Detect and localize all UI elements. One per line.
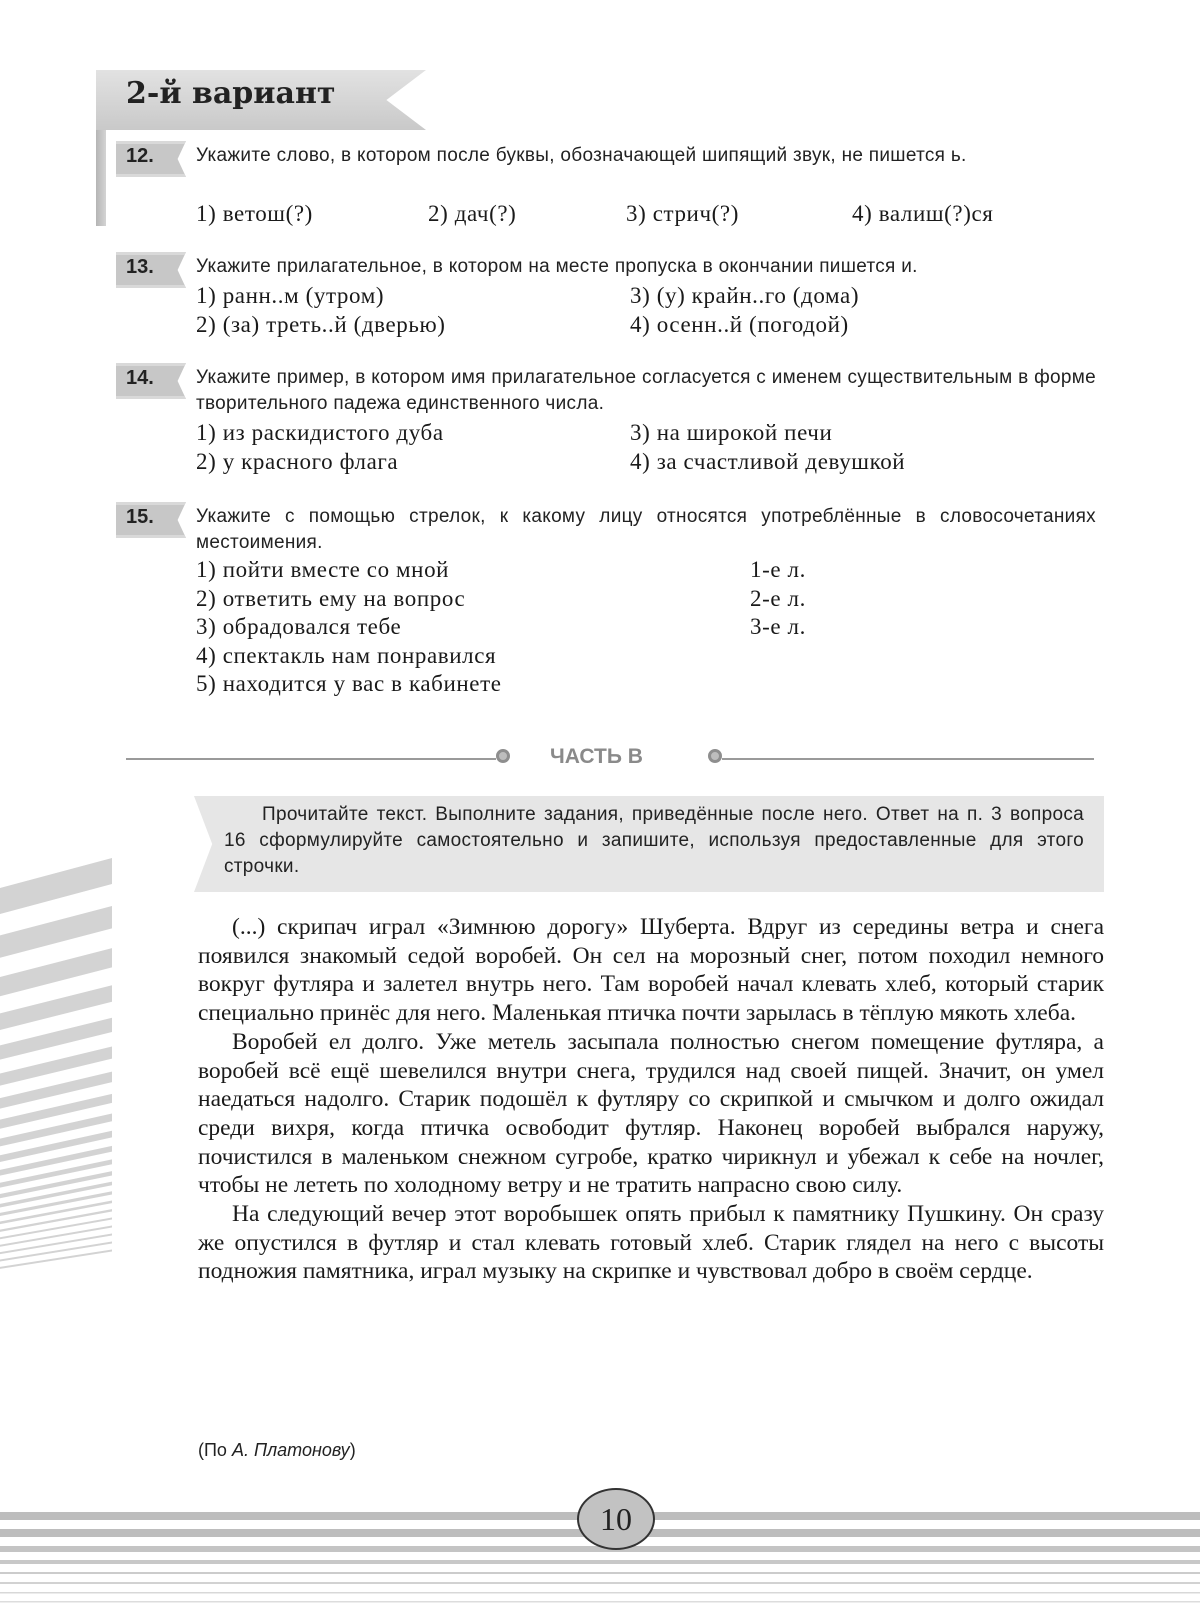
footer-stripe (0, 1582, 1200, 1584)
question-text: Укажите слово, в котором после буквы, обозначающей шипящий звук, не пишется ь. (196, 145, 967, 166)
passage-paragraph: На следующий вечер этот воробышек опять прибыл к памятнику Пушкину. Он сразу же опустился в футляр и стал клевать готовый хлеб. Старик глядел на него с высоты подножия памятника, играл музыку на скрипке и чувствовал добро в своём сердце. (198, 1201, 1104, 1285)
answer-option[interactable]: 3) стрич(?) (626, 201, 739, 226)
passage-source (198, 1440, 356, 1461)
footer-stripe (0, 1601, 1200, 1603)
answer-option[interactable]: 4) осенн..й (погодой) (630, 312, 849, 337)
answer-option[interactable]: 3) (у) крайн..го (дома) (630, 283, 860, 308)
phrase-item[interactable]: 3) обрадовался тебе (196, 614, 402, 639)
answer-option[interactable]: 2) (за) треть..й (дверью) (196, 312, 446, 337)
divider-line-left (126, 758, 496, 760)
source-prefix: (По (198, 1440, 232, 1460)
left-stripe (0, 906, 112, 958)
question-text: Укажите пример, в котором имя прилагательное согласуется с именем существительным в форме творительного падежа единственного числа. (196, 367, 1096, 414)
footer-stripe (0, 1592, 1200, 1594)
divider-dot-left (496, 749, 510, 763)
instruction-text (224, 802, 1084, 880)
variant-title: 2-й вариант (126, 76, 336, 111)
instruction-text-content: Прочитайте текст. Выполните задания, приведённые после него. Ответ на п. 3 вопроса 16 сформулируйте самостоятельно и запишите, используя предоставленные для этого строчки. (224, 804, 1084, 877)
source-author: А. Платонову (231, 1440, 350, 1460)
answer-option[interactable]: 4) валиш(?)ся (852, 201, 994, 226)
phrase-item[interactable]: 4) спектакль нам понравился (196, 642, 497, 668)
answer-option[interactable]: 1) ранн..м (утром) (196, 283, 385, 308)
footer-stripe (0, 1572, 1200, 1574)
decorative-stripes-left (0, 858, 112, 1418)
answer-option[interactable]: 2) у красного флага (196, 449, 399, 474)
question-number: 12. (126, 145, 154, 167)
answer-option[interactable]: 4) за счастливой девушкой (630, 449, 906, 474)
left-stripe (0, 858, 112, 914)
passage-paragraph: (...) скрипач играл «Зимнюю дорогу» Шуберта. Вдруг из середины ветра и снега появился знакомый седой воробей. Он сел на морозный снег, потом походил немного вокруг футляра и залетел внутрь него. Там воробей начал клевать хлеб, который старик специально принёс для него. Маленькая птичка почти зарылась в тёплую мякоть хлеба. (198, 914, 1104, 1027)
source-suffix: ) (349, 1440, 356, 1460)
phrase-item[interactable]: 5) находится у вас в кабинете (196, 671, 502, 696)
question-text: Укажите с помощью стрелок, к какому лицу относятся употреблённые в словосочетаниях местоимения. (196, 506, 1096, 553)
question-number: 13. (126, 256, 154, 278)
answer-option[interactable]: 3) на широкой печи (630, 420, 833, 445)
phrase-item[interactable]: 2) ответить ему на вопрос (196, 585, 466, 611)
divider-dot-right (708, 749, 722, 763)
phrase-item[interactable]: 1) пойти вместе со мной (196, 557, 450, 582)
reading-passage (198, 913, 1104, 1286)
question-number: 14. (126, 367, 154, 389)
person-target[interactable]: 3-е л. (750, 614, 806, 639)
question-text: Укажите прилагательное, в котором на месте пропуска в окончании пишется и. (196, 256, 918, 277)
person-target[interactable]: 2-е л. (750, 585, 806, 611)
passage-paragraph: Воробей ел долго. Уже метель засыпала полностью снегом помещение футляра, а воробей всё ещё шевелился внутри снега, трудился над своей пищей. Значит, он умел наедаться надолго. Старик подошёл к футляру со скрипкой и смычком и долго ожидал среди вихря, когда птичка освободит футляр. Наконец воробей выбрался наружу, почистился в маленьком снежном сугробе, кратко чирикнул и убежал к себе на ночлег, чтобы не лететь по холодному ветру и не тратить напрасно свою силу. (198, 1028, 1104, 1199)
part-b-title: ЧАСТЬ В (550, 745, 643, 768)
answer-option[interactable]: 1) из раскидистого дуба (196, 420, 444, 445)
divider-line-right (722, 758, 1094, 760)
person-target[interactable]: 1-е л. (750, 557, 806, 582)
question-number: 15. (126, 506, 154, 528)
answer-option[interactable]: 1) ветош(?) (196, 201, 313, 226)
answer-option[interactable]: 2) дач(?) (428, 201, 517, 226)
footer-stripe (0, 1560, 1200, 1564)
left-stripe (0, 948, 112, 996)
page-number: 10 (577, 1488, 655, 1550)
banner-pole-decoration (96, 130, 106, 226)
